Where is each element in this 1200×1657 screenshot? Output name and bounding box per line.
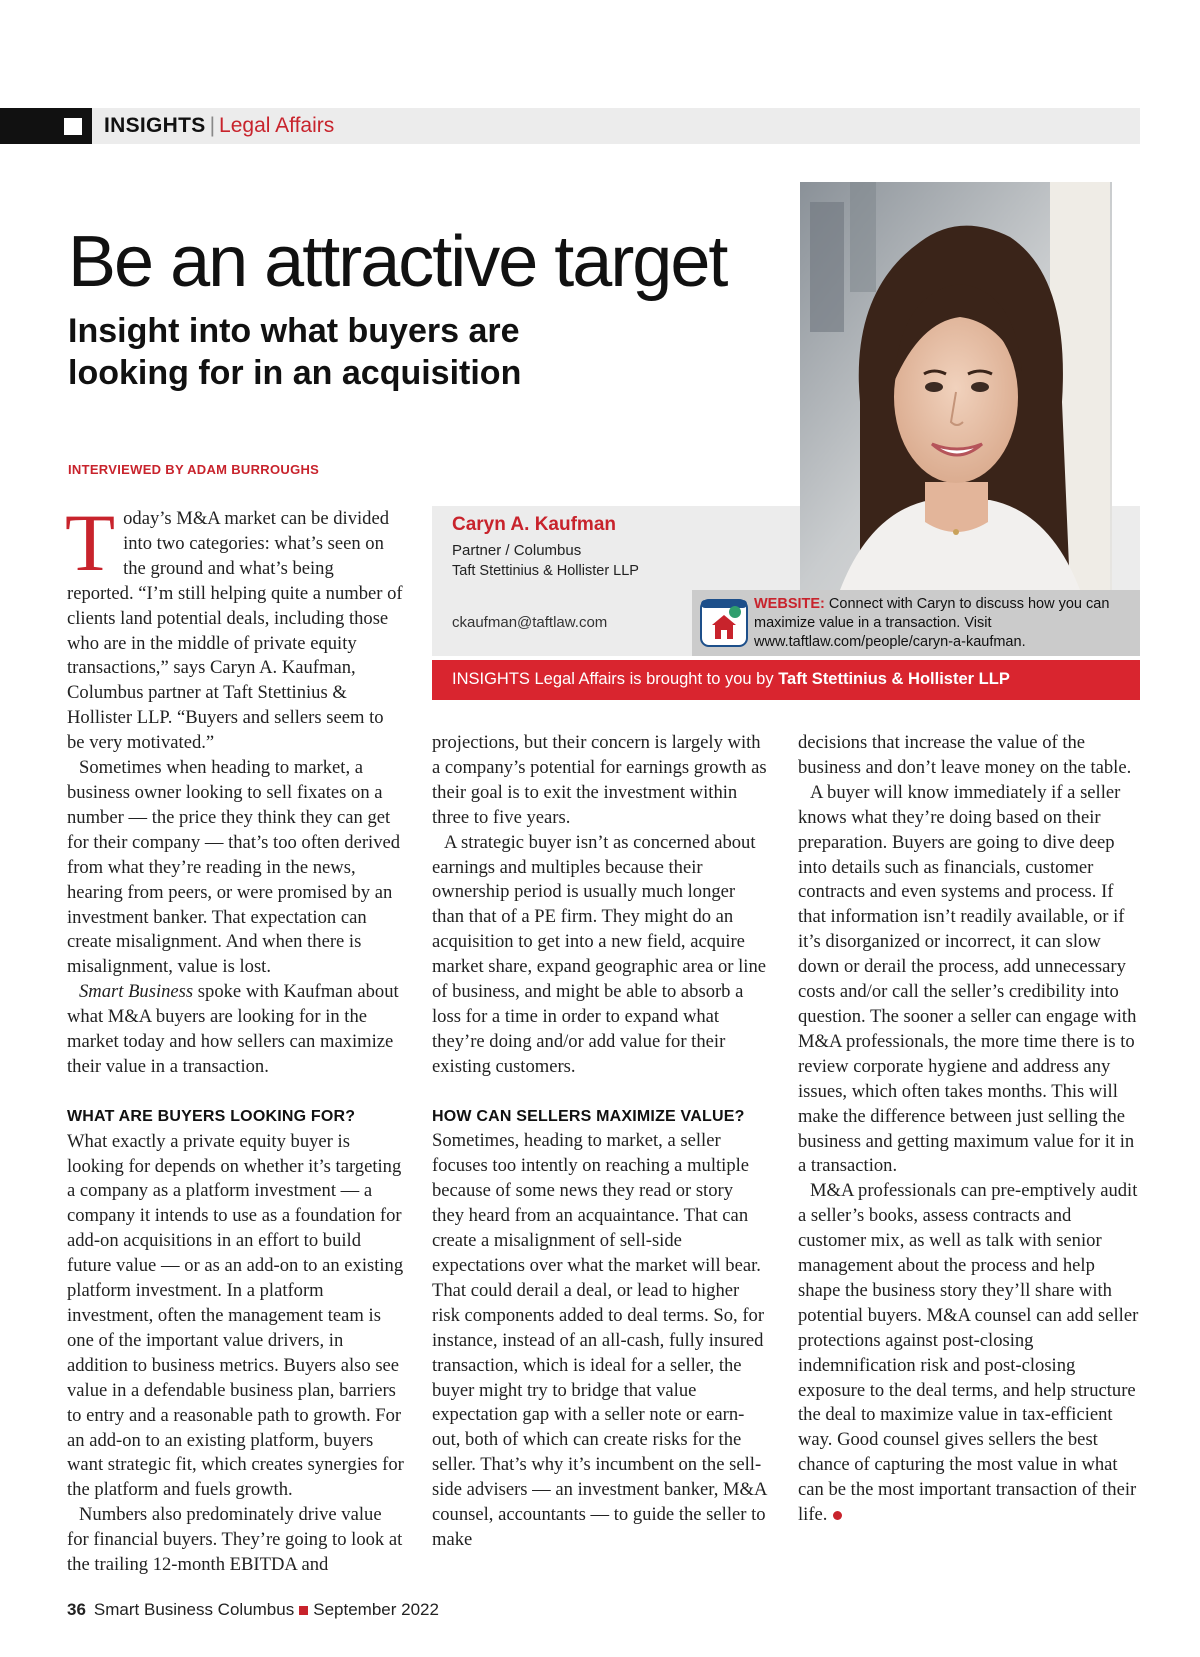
website-description[interactable]: Connect with Caryn to discuss how you can maximize value in a transaction. Visit www.taftlaw.com/people/caryn-a-kaufman. <box>754 596 1110 650</box>
article-deck: Insight into what buyers are looking for in an acquisition <box>68 312 522 392</box>
footer-square-icon <box>299 1606 308 1615</box>
body-paragraph: projections, but their concern is largely with a company’s potential for earnings growth as their goal is to exit the investment within three to five years. <box>432 732 767 828</box>
drop-cap: T <box>65 497 116 588</box>
article-column-1 <box>65 497 405 1578</box>
article-headline: Be an attractive target <box>68 222 727 302</box>
publication-name: Smart Business <box>79 981 194 1003</box>
website-lead: WEBSITE: <box>754 596 825 612</box>
body-paragraph: A strategic buyer isn’t as concerned about earnings and multiples because their ownership period is usually much longer than that of a PE firm. They might do an acquisition to get into a new field, acquire market share, expand geographic area or line of business, and might be able to absorb a loss for a time in order to expand what they’re doing and/or add value for their existing customers. <box>432 831 767 1077</box>
body-paragraph: Sometimes, heading to market, a seller focuses too intently on reaching a multiple because of some news they read or story they heard from an acquaintance. That can create a misalignment of sell-side expectations over what the market will bear. That could derail a deal, or lead to higher risk components added to deal terms. So, for instance, instead of an all-cash, fully insured transaction, which is ideal for a seller, the buyer might try to bridge that value expectation gap with a seller note or earn-out, both of which can create risks for the seller. That’s why it’s incumbent on the sell-side advisers — an investment banker, M&A counsel, accountants — to guide the seller to make <box>432 1130 767 1550</box>
profile-email[interactable]: ckaufman@taftlaw.com <box>452 614 608 631</box>
publication-title: Smart Business Columbus <box>93 1600 295 1619</box>
body-paragraph: Numbers also predominately drive value for financial buyers. They’re going to look at the trailing 12-month EBITDA and <box>67 1504 403 1576</box>
website-text <box>754 595 1138 652</box>
section-label <box>104 114 334 138</box>
body-paragraph: What exactly a private equity buyer is looking for depends on whether it’s targeting a company as a platform investment — a company it intends to use as a foundation for add-on acquisitions in an effort to build future value — or as an add-on to an existing platform investment. In a platform investment, often the management team is one of the important value drivers, in addition to business metrics. Buyers also see value in a defendable business plan, barriers to entry and a reasonable path to growth. For an add-on to an existing platform, buyers want strategic fit, which creates synergies for the platform and fuels growth. <box>67 1130 404 1501</box>
section-marker-square-icon <box>64 118 82 135</box>
body-paragraph: Sometimes when heading to market, a business owner looking to sell fixates on a number — the price they think they can get for their company — that’s too often derived from what they’re reading in the news, hearing from peers, or were promised by an investment banker. That expectation can create misalignment. And when there is misalignment, value is lost. <box>67 757 401 978</box>
subhead-buyers: WHAT ARE BUYERS LOOKING FOR? <box>67 1107 356 1125</box>
body-text: spoke with Kaufman about what M&A buyers are looking for in the market today and how sellers can maximize their value in a transaction. <box>67 981 399 1077</box>
spacer <box>432 1080 767 1105</box>
issue-date: September 2022 <box>313 1600 439 1619</box>
body-paragraph: A buyer will know immediately if a seller knows what they’re doing based on their preparation. Buyers are going to dive deep into details such as financials, customer contracts and even systems and process. If that information isn’t readily available, or if it’s disorganized or incorrect, it can slow down or derail the process, add unnecessary costs and/or call the seller’s credibility into question. The sooner a seller can engage with M&A professionals, the more time there is to review corporate hygiene and address any issues, which often takes months. This will make the difference between just selling the business and getting maximum value for it in a transaction. <box>798 781 1137 1177</box>
body-text: M&A professionals can pre-emptively audit a seller’s books, assess contracts and customer mix, as well as talk with senior management about the process and help shape the business story they’ll share with potential buyers. M&A counsel can add seller protections against post-closing indemnification risk and post-closing exposure to the deal terms, and help structure the deal to maximize value in tax-efficient way. Good counsel gives sellers the best chance of capturing the most value in what can be the most important transaction of their life. <box>798 1180 1139 1526</box>
sponsor-bar <box>432 660 1140 700</box>
body-paragraph <box>67 980 405 1080</box>
website-callout[interactable] <box>692 590 1140 656</box>
section-title: INSIGHTS <box>104 114 206 137</box>
page-footer <box>67 1600 439 1620</box>
profile-name: Caryn A. Kaufman <box>452 514 616 535</box>
profile-photo <box>800 182 1112 590</box>
end-mark-icon <box>833 1511 842 1520</box>
body-paragraph: decisions that increase the value of the business and don’t leave money on the table. <box>798 732 1132 778</box>
sponsor-text <box>452 670 1010 689</box>
sponsor-firm: Taft Stettinius & Hollister LLP <box>778 670 1010 688</box>
article-column-2 <box>432 731 767 1553</box>
section-subtitle: Legal Affairs <box>219 114 335 137</box>
body-paragraph <box>798 1179 1140 1528</box>
subhead-sellers: HOW CAN SELLERS MAXIMIZE VALUE? <box>432 1107 745 1125</box>
article-column-3 <box>798 731 1140 1528</box>
body-paragraph <box>65 497 405 756</box>
body-text: oday’s M&A market can be divided into two categories: what’s seen on the ground and what’s being reported. “I’m still helping quite a number of clients land potential deals, including those who are in the middle of private equity transactions,” says Caryn A. Kaufman, Columbus partner at Taft Stettinius & Hollister LLP. “Buyers and sellers seem to be very motivated.” <box>67 508 403 754</box>
profile-title: Partner / Columbus <box>452 542 582 559</box>
profile-firm: Taft Stettinius & Hollister LLP <box>452 563 639 579</box>
article-byline: INTERVIEWED BY ADAM BURROUGHS <box>68 462 320 477</box>
page-number: 36 <box>67 1600 86 1619</box>
section-header-bar <box>0 108 1140 144</box>
spacer <box>67 1080 405 1105</box>
section-separator: | <box>209 114 216 137</box>
sponsor-lead: INSIGHTS Legal Affairs is brought to you by <box>452 670 774 688</box>
website-house-icon <box>700 599 748 647</box>
